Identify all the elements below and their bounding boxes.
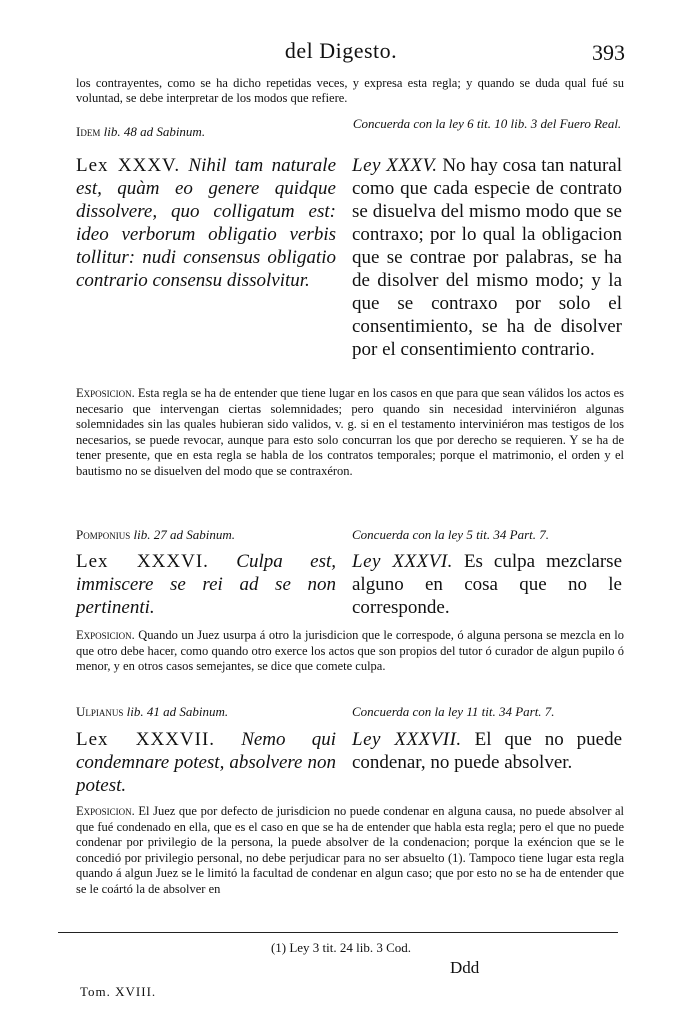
lex-heading: Lex XXXV. [76,155,181,176]
source-ref: lib. 41 ad Sabinum. [126,704,229,719]
signature-mark: Ddd [450,958,480,977]
page-number: 393 [592,40,625,65]
lex-text: Nihil tam naturale est, quàm eo genere quidque dissolvere, quo colligatum est: ideo verborum obligatio verbis tollitur: nudi consensus obligatio contrario consensu dissolvitur. [76,155,336,291]
source-right-3: Concuerda con la ley 11 tit. 34 Part. 7. [352,704,555,719]
exposition-text: Quando un Juez usurpa á otro la jurisdicion que le correspode, ó alguna persona se mezcla en lo que otro debe hacer, como quando otro exerce los actos que son propios del tutor ó curador de algun pupilo ó menor, y en otros casos semejantes, se dice que comete culpa. [76,628,625,673]
exposition-1 [76,386,624,479]
source-left-3 [76,704,336,720]
spanish-rule-3 [352,728,622,774]
exposition-text: El Juez que por defecto de jurisdicion no puede condenar en alguna causa, no puede absolver al que fué condenado en ella, que es el caso en que se ha de entender que habla esta regla; pero el que no puede condenar por privilegio de la persona, la puede absolver de la condenacion; porque la exéncion que se le concedió por privilegio personal, no debe perjudicar para no ser absuelto (1). Tampoco tiene lugar esta regla quando á algun Juez se le limitó la facultad de condenar en algun caso; que por esto no se ha de entender que se le coártó la de absolver en [76,804,624,896]
ley-heading: Ley XXXV. [352,155,438,176]
latin-rule-1 [76,154,336,292]
ley-heading: Ley XXXVII. [352,729,462,750]
intro-paragraph: los contrayentes, como se ha dicho repetidas veces, y expresa esta regla; y quando se duda qual fué su voluntad, se debe interpretar de los modos que refiere. [76,76,624,105]
ley-text: No hay cosa tan natural como que cada especie de contrato se disuelva del mismo modo que se contraxo; por lo qual la obligacion que se contrae por palabras, se ha de disolver del mismo modo; y la que se contraxo por solo el consentimiento, se ha de disolver por el consentimiento contrario. [352,155,622,360]
source-left-2 [76,527,336,543]
latin-rule-3 [76,728,336,797]
source-ref: lib. 27 ad Sabinum. [133,527,235,542]
running-head: del Digesto. [284,38,398,63]
source-right-1: Concuerda con la ley 6 tit. 10 lib. 3 del Fuero Real. [352,116,622,131]
exposition-3 [76,804,624,897]
footnote-divider [58,932,618,933]
source-author: Ulpianus [76,704,124,719]
lex-text: Culpa est, immiscere se rei ad se non pertinenti. [76,551,336,618]
source-ref: lib. 48 ad Sabinum. [103,124,206,139]
exposition-label: Exposicion. [76,804,135,818]
spanish-rule-2 [352,550,622,619]
footnote: (1) Ley 3 tit. 24 lib. 3 Cod. [270,940,412,955]
source-right-2: Concuerda con la ley 5 tit. 34 Part. 7. [352,527,550,542]
exposition-text: Esta regla se ha de entender que tiene lugar en los casos en que para que sean válidos los actos es necesario que intervengan ciertas solemnidades; pero quando sin necesidad interviniéron algunas solemnidades sin las quales hubieran sido validos, v. g. si en el testamento interviniéron mas testigos de los necesarios, se puede revocar, aunque para esto solo concurran los que por derecho se requieren. Y se ha de tener presente, que en esta regla se habla de los contratos temporales; porque el matrimonio, el orden y el bautismo no se disuelven del modo que se contraxéron. [76,386,625,478]
spanish-rule-1 [352,154,622,361]
lex-heading: Lex XXXVI. [76,551,209,572]
lex-heading: Lex XXXVII. [76,729,216,750]
source-author: Idem [76,124,101,139]
exposition-2 [76,628,624,675]
ley-text: Es culpa mezclarse alguno en cosa que no le corresponde. [352,551,623,618]
ley-text: El que no puede condenar, no puede absolver. [352,729,623,773]
latin-rule-2 [76,550,336,619]
lex-text: Nemo qui condemnare potest, absolvere non potest. [76,729,336,796]
exposition-label: Exposicion. [76,386,135,400]
ley-heading: Ley XXXVI. [352,551,453,572]
exposition-label: Exposicion. [76,628,135,642]
source-left-1 [76,124,336,140]
source-author: Pomponius [76,527,131,542]
volume-label: Tom. XVIII. [80,984,157,999]
